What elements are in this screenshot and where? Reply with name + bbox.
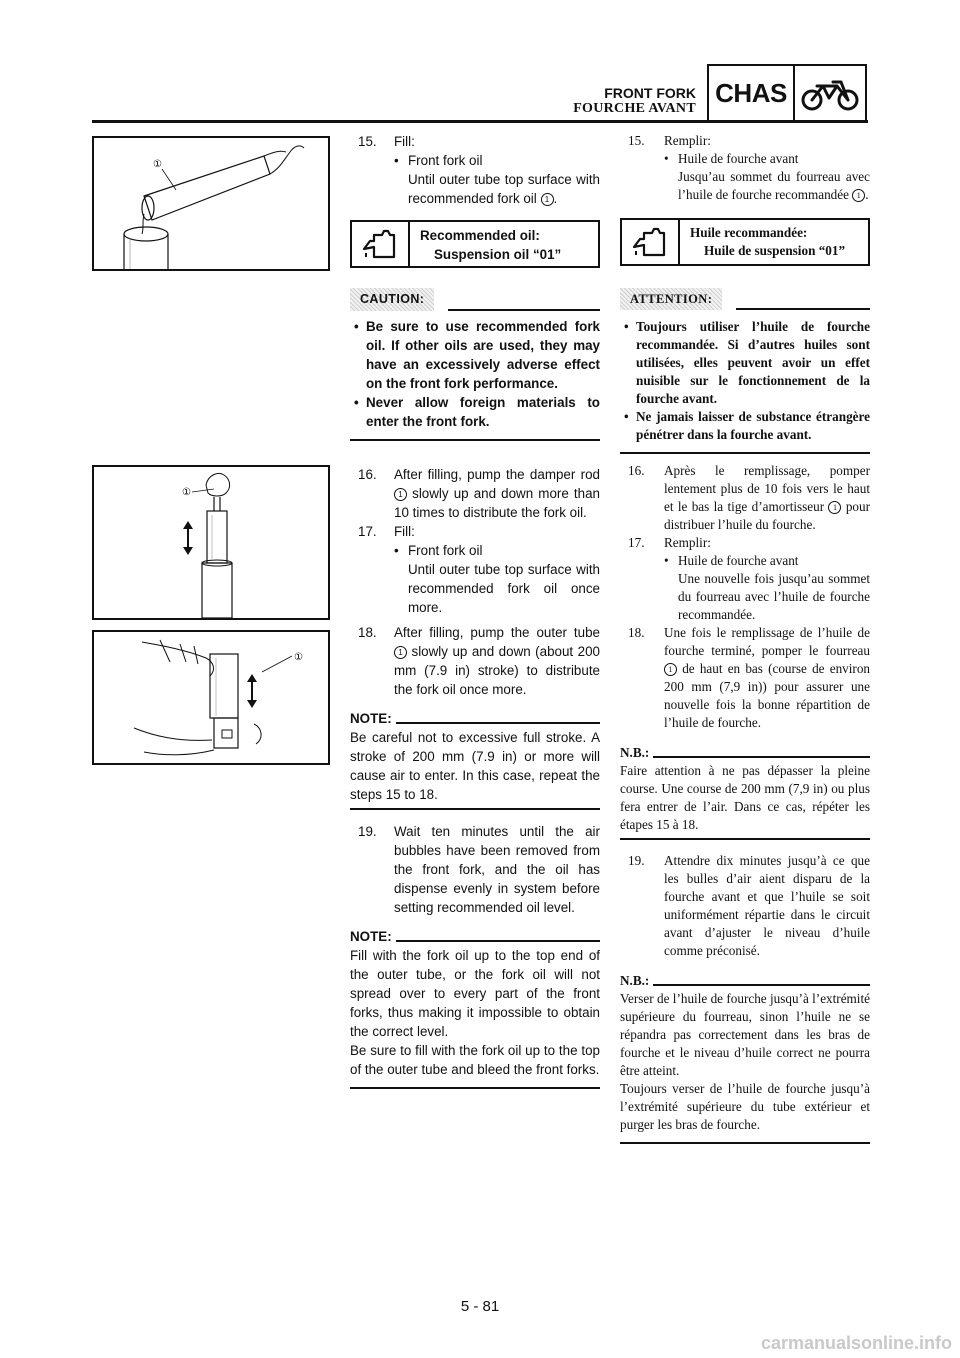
recommended-oil-title: Recommended oil: [420, 228, 540, 243]
fr-note-1-heading [620, 744, 870, 762]
fr-step-15-bullet: Huile de fourche avant [678, 151, 799, 166]
step-17-bullet: Front fork oil [408, 543, 483, 558]
recommended-oil-value: Suspension oil “01” [434, 247, 562, 262]
fr-caution-heading [620, 288, 870, 310]
svg-text:①: ① [294, 652, 303, 663]
fr-step-16-number: 16. [628, 463, 645, 478]
fr-recommended-oil-box [620, 218, 870, 266]
note-1-label: NOTE: [350, 711, 392, 726]
caution-end-rule [350, 439, 600, 441]
fr-step-19-number: 19. [628, 853, 645, 868]
note-1-text: Be careful not to excessive full stroke. A stroke of 200 mm (7.9 in) or more will cause air to enter. In this case, repeat the steps 15 to 18. [350, 730, 600, 802]
fr-step-16-text: Après le remplissage, pomper lentement plus de 10 fois vers le haut et le bas la tige d’amortisseur [664, 463, 870, 514]
fr-note-2-label: N.B.: [620, 973, 650, 988]
svg-text:①: ① [182, 487, 191, 498]
step-18-number: 18. [358, 625, 377, 640]
fr-step-17-label: Remplir: [664, 535, 711, 550]
svg-text:①: ① [153, 159, 162, 170]
fr-note-2-text-2: Toujours verser de l’huile de fourche jusqu’à l’extrémité supérieure du tube extérieur et purger les bras de fourche. [620, 1081, 870, 1132]
fr-note-1-text: Faire attention à ne pas dépasser la pleine course. Une course de 200 mm (7,9 in) ou plus fera entrer de l’air. Dans ce cas, répéter les étapes 15 à 18. [620, 763, 870, 832]
fr-step-18-text: Une fois le remplissage de l’huile de fourche terminé, pomper le fourreau [664, 625, 870, 658]
step-19-number: 19. [358, 824, 377, 839]
fr-note-1-label: N.B.: [620, 745, 650, 760]
figure-pump-outer-tube [92, 630, 330, 765]
section-badge [707, 64, 867, 122]
header-rule [92, 120, 868, 123]
caution-heading [350, 288, 600, 311]
note-2-text-1: Fill with the fork oil up to the top end of the outer tube, or the fork oil will not spread over to every part of the front forks, thus making it impossible to obtain the correct level. [350, 948, 600, 1039]
fr-step-15-number: 15. [628, 133, 645, 148]
fr-step-19-text: Attendre dix minutes jusqu’à ce que les bulles d’air aient disparu de la fourche avant et que l’huile se soit uniformément répartie dans le circuit avant d’ajuster le niveau d’huile comme préconisé. [664, 853, 870, 958]
fr-note-2-text-1: Verser de l’huile de fourche jusqu’à l’extrémité supérieure du fourreau, sinon l’huile ne se répandra pas correctement dans les bras de fourche et le niveau d’huile correct ne pourra être atteint. [620, 991, 870, 1078]
step-15-bullet: Front fork oil [408, 153, 483, 168]
caution-item-2: Never allow foreign materials to enter the front fork. [366, 395, 600, 429]
fr-note-2-heading [620, 972, 870, 990]
header-title-en: FRONT FORK [604, 85, 696, 101]
step-17-number: 17. [358, 524, 377, 539]
recommended-oil-box [350, 220, 600, 268]
french-column: 15. Remplir: • Huile de fourche avant Jusqu’au sommet du fourreau avec l’huile de fourche recommandée 1 . Huile recommandée: Huile de suspension “01” ATTENTION: • Toujours utiliser l’huile de fourche recommandée. Si d’autres huiles sont utilisées, elles peuvent avoir un effet nuisible sur le fonctionnement de la fourche avant. • Ne jamais laisser de substance étrangère pénétrer dans la fourche avant. 16. Après le remplissage, pomper lentement plus de 10 fois vers le haut et le bas la tige d’amortisseur 1 pour distribuer l’huile du fourche. 17. Remplir: • Huile de fourche avant Une nouvelle fois jusqu’au sommet du fourreau avec l’huile de fourche recommandée. 18. Une fois le remplissage de l’huile de fourche terminé, pomper le fourreau 1 de haut en bas (course de environ 200 mm (7,9 in)) pour assurer une nouvelle fois la bonne répartition de l’huile de fourche. N.B.: Faire attention à ne pas dépasser la pleine course. Une course de 200 mm (7,9 in) ou plus fera entrer de l’air. Dans ce cas, répéter les étapes 15 à 18. 19. Attendre dix minutes jusqu’à ce que les bulles d’air aient disparu de la fourche avant et que l’huile se soit uniformément répartie dans le circuit avant d’ajuster le niveau d’huile comme préconisé. N.B.: Verser de l’huile de fourche jusqu’à l’extrémité supérieure du fourreau, sinon l’huile ne se répandra pas correctement dans les bras de fourche et le niveau d’huile correct ne pourra être atteint. Toujours verser de l’huile de fourche jusqu’à l’extrémité supérieure du tube extérieur et purger les bras de fourche. [620, 132, 870, 1144]
note-2-text-2: Be sure to fill with the fork oil up to the top of the outer tube and bleed the front forks. [350, 1043, 600, 1077]
step-16-text: After filling, pump the damper rod [394, 467, 600, 482]
callout-marker: 1 [541, 193, 554, 206]
step-15-number: 15. [358, 134, 377, 149]
step-15-text: Until outer tube top surface with recommended fork oil [408, 172, 600, 206]
note-1-heading [350, 709, 600, 728]
caution-item-1: Be sure to use recommended fork oil. If other oils are used, they may have an excessively adverse effect on the front fork performance. [366, 319, 600, 391]
fr-step-17-number: 17. [628, 535, 645, 550]
motorcycle-icon [795, 66, 865, 120]
fr-caution-label: ATTENTION: [620, 288, 722, 310]
step-18-text: After filling, pump the outer tube [394, 625, 600, 640]
section-code: CHAS [709, 66, 795, 120]
caution-label: CAUTION: [350, 288, 434, 311]
header-title-fr: FOURCHE AVANT [573, 101, 696, 116]
step-17-label: Fill: [394, 524, 415, 539]
watermark: carmanualsonline.info [760, 1333, 952, 1353]
note-2-heading [350, 927, 600, 946]
note-2-label: NOTE: [350, 929, 392, 944]
figure-fill-oil [92, 136, 330, 271]
step-17-text: Until outer tube top surface with recommended fork oil once more. [408, 562, 600, 615]
fr-caution-item-2: Ne jamais laisser de substance étrangère pénétrer dans la fourche avant. [636, 409, 870, 442]
page-number: 5 - 81 [460, 1298, 500, 1315]
step-16-number: 16. [358, 467, 377, 482]
fr-oil-can-icon [622, 220, 680, 264]
english-column: 15. Fill: • Front fork oil Until outer tube top surface with recommended fork oil 1 . Recommended oil: Suspension oil “01” CAUTION: • Be sure to use recommended fork oil. If other oils are used, they may have an excessively adverse effect on the front fork performance. • Never allow foreign materials to enter the front fork. 16. After filling, pump the damper rod 1 slowly up and down more than 10 times to distribute the fork oil. 17. Fill: • Front fork oil Until outer tube top surface with recommended fork oil once more. 18. After filling, pump the outer tube 1 slowly up and down (about 200 mm (7.9 in) stroke) to distribute the fork oil once more. NOTE: Be careful not to excessive full stroke. A stroke of 200 mm (7.9 in) or more will cause air to enter. In this case, repeat the steps 15 to 18. 19. Wait ten minutes until the air bubbles have been removed from the front fork, and the oil has dispense evenly in system before setting recommended oil level. NOTE: Fill with the fork oil up to the top end of the outer tube, or the fork oil will not spread over to every part of the front forks, thus making it impossible to obtain the correct level. Be sure to fill with the fork oil up to the top of the outer tube and bleed the front forks. [350, 132, 600, 1089]
fr-step-17-text: Une nouvelle fois jusqu’au sommet du fourreau avec l’huile de fourche recommandée. [678, 571, 870, 622]
oil-can-icon [352, 222, 410, 266]
step-19-text: Wait ten minutes until the air bubbles have been removed from the front fork, and the oil has dispense evenly in system before setting recommended oil level. [394, 824, 600, 915]
step-15-label: Fill: [394, 134, 415, 149]
fr-caution-item-1: Toujours utiliser l’huile de fourche recommandée. Si d’autres huiles sont utilisées, elles peuvent avoir un effet nuisible sur le fonctionnement de la fourche avant. [636, 319, 870, 406]
fr-step-15-text: Jusqu’au sommet du fourreau avec l’huile de fourche recommandée [678, 169, 870, 202]
fr-recommended-oil-value: Huile de suspension “01” [704, 243, 846, 258]
fr-step-17-bullet: Huile de fourche avant [678, 553, 799, 568]
fr-recommended-oil-title: Huile recommandée: [690, 225, 808, 240]
figure-pump-damper-rod [92, 465, 330, 620]
fr-step-18-number: 18. [628, 625, 645, 640]
fr-step-15-label: Remplir: [664, 133, 711, 148]
